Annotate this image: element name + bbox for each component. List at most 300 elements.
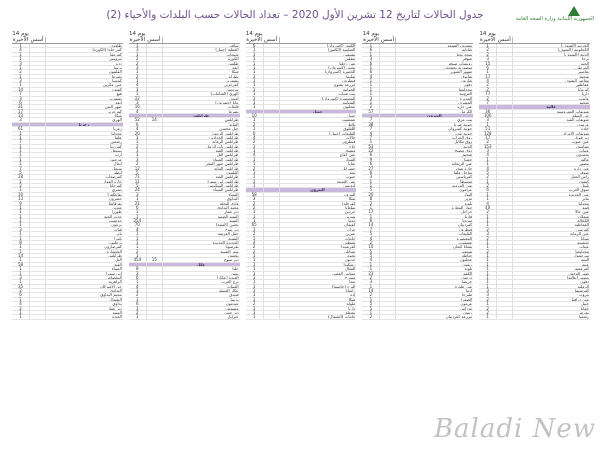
town-name: بشمزين <box>108 96 122 100</box>
cumulative-count <box>496 215 513 218</box>
town-name: تحوم <box>347 254 356 258</box>
town-name: جبيل <box>312 109 323 113</box>
cumulative-count <box>496 79 513 82</box>
ministry-name: الجمهورية اللبنانية وزارة الصحة العامة <box>515 16 594 22</box>
cumulative-count <box>146 197 163 200</box>
last14-count: 1 <box>486 257 489 263</box>
cumulative-count <box>263 228 280 231</box>
town-name: كفرياسين <box>456 175 473 179</box>
town-name: الحصرة (كسروان) <box>324 70 356 74</box>
cumulative-count <box>29 88 46 91</box>
cumulative-count <box>379 153 396 156</box>
cumulative-count <box>496 267 513 270</box>
last14-count: 1 <box>369 82 373 88</box>
last14-count: 2 <box>369 239 373 245</box>
cumulative-count <box>146 311 163 314</box>
town-name: قبيع <box>582 205 589 210</box>
town-name: حراجل <box>460 210 473 214</box>
town-name: الكورة <box>227 57 239 61</box>
last14-count: 4 <box>252 239 256 245</box>
cumulative-count <box>496 241 513 244</box>
last14-count: 5 <box>369 231 373 237</box>
last14-count: 2 <box>136 143 139 149</box>
cumulative-count <box>496 293 513 296</box>
town-name: دوما <box>348 219 356 223</box>
cumulative-count <box>29 254 46 257</box>
last14-count: 8 <box>136 266 139 272</box>
cumulative-count <box>263 175 280 178</box>
last14-count: 71 <box>134 174 140 180</box>
last14-count: 1 <box>19 309 22 315</box>
last14-count: 14 <box>368 222 374 228</box>
last14-count: 1 <box>486 301 489 307</box>
cumulative-count <box>379 307 396 310</box>
cumulative-count <box>496 101 513 104</box>
town-name: دفون <box>463 83 473 87</box>
last14-count: 153 <box>483 143 492 149</box>
town-name: طرابلس باب الرمل <box>206 144 239 148</box>
cumulative-count <box>263 254 280 257</box>
town-name: شملان <box>578 214 589 218</box>
town-name: أرده <box>114 153 122 157</box>
page-header <box>0 6 600 28</box>
last14-count: 3 <box>486 292 489 298</box>
header-cumulative: أسس <box>146 37 163 43</box>
last14-count: 1 <box>19 266 22 272</box>
last14-count: 128 <box>483 130 492 136</box>
last14-count: 3 <box>486 56 489 62</box>
last14-count: 8 <box>19 239 22 245</box>
town-name: بقرصونا <box>225 245 239 249</box>
town-name: الرملية <box>577 284 589 288</box>
town-name: دير عمار <box>107 306 122 310</box>
last14-count: 3 <box>19 78 22 83</box>
town-name: سوق الغرب <box>568 188 589 192</box>
last14-count: 3 <box>486 117 489 123</box>
town-name: بيصور (عاليه) <box>566 275 589 280</box>
town-name: طرابلس المنكوبين <box>207 184 239 188</box>
cumulative-count <box>263 127 280 130</box>
cumulative-count <box>379 267 396 270</box>
last14-count: 7 <box>369 226 373 232</box>
town-name: أنفة <box>115 100 122 105</box>
town-name: بزبينا <box>230 297 239 302</box>
cumulative-count <box>29 175 46 178</box>
town-name: بصرما <box>228 109 239 113</box>
cumulative-count <box>263 83 280 86</box>
cumulative-count <box>496 53 513 56</box>
last14-count: 13 <box>17 113 24 118</box>
cumulative-count <box>379 188 396 191</box>
cumulative-count <box>29 132 46 135</box>
last14-count: 4 <box>486 78 489 83</box>
town-name: ضهر الوحش <box>568 271 589 275</box>
cumulative-count <box>146 57 163 60</box>
last14-count: 1 <box>252 292 256 298</box>
cumulative-count <box>263 215 280 218</box>
town-name: ساحل علما <box>453 170 473 175</box>
cumulative-count <box>29 105 46 108</box>
last14-count: 2 <box>486 174 489 180</box>
cumulative-count <box>496 263 513 266</box>
last14-count: 4 <box>369 73 373 79</box>
cumulative-count <box>146 66 163 69</box>
town-name: عرامون <box>459 188 473 192</box>
cumulative-count <box>379 57 396 60</box>
last14-count: 2 <box>19 69 22 75</box>
last14-count: 1 <box>19 56 22 62</box>
town-name: عين زحلتا <box>339 61 356 65</box>
town-name: بشري <box>111 188 122 192</box>
last14-count: 1 <box>252 91 256 97</box>
town-name: عكار <box>196 262 206 267</box>
last14-count: 1 <box>252 183 256 188</box>
cumulative-count <box>29 75 46 78</box>
header-cumulative: أسس <box>496 37 513 43</box>
town-name: حصرون <box>108 197 122 201</box>
cumulative-count <box>263 311 280 314</box>
cumulative-count <box>29 123 46 126</box>
last14-count: 1 <box>486 239 489 245</box>
cumulative-count <box>29 145 46 148</box>
town-name: مشمش <box>225 306 239 310</box>
cumulative-count <box>379 263 396 266</box>
town-name: القلمون <box>108 70 122 74</box>
last14-count: 40 <box>485 204 491 210</box>
town-name: حدشيت <box>108 219 122 223</box>
town-name: عرمون <box>460 302 473 306</box>
town-name: برج العرب <box>221 280 239 284</box>
last14-count: 1 <box>19 43 22 48</box>
last14-count: 38 <box>368 121 374 127</box>
cumulative-count <box>263 70 280 73</box>
last14-count: 1 <box>136 296 139 302</box>
town-name: اللقلوق <box>343 127 356 131</box>
town-name: بمريم <box>579 310 589 315</box>
watermark: Baladi New <box>433 414 596 444</box>
town-name: بقعاتا كنعان <box>453 245 473 249</box>
last14-count: 1 <box>252 309 256 315</box>
town-name: رويسات صوفر <box>447 61 473 65</box>
last14-count: 1 <box>486 266 489 272</box>
last14-count: 20 <box>368 191 374 197</box>
last14-count: 22 <box>134 95 140 101</box>
last14-count: 1 <box>252 174 256 180</box>
cumulative-count <box>29 307 46 310</box>
last14-count: 21 <box>134 200 140 206</box>
cumulative-count <box>379 145 396 148</box>
last14-count: 2 <box>136 60 139 66</box>
town-name: طرابلس القبة <box>215 149 239 153</box>
last14-count: 3 <box>369 174 373 180</box>
cumulative-count <box>379 140 396 143</box>
town-name: عبدللي <box>343 249 356 253</box>
town-name: عمشيت <box>342 118 356 122</box>
town-name: بتاتر <box>582 197 589 201</box>
town-name: مخيم البداوي <box>100 293 122 297</box>
cumulative-count <box>496 223 513 226</box>
cumulative-count <box>263 110 280 113</box>
cumulative-count <box>379 114 396 117</box>
cumulative-count <box>263 241 280 244</box>
last14-count: 17 <box>485 73 491 79</box>
last14-count: 52 <box>134 117 140 123</box>
town-name: بليبل <box>581 184 589 188</box>
header-last14: 14 يوم الأخيرة <box>245 31 263 43</box>
town-name: عين حالا <box>575 210 589 214</box>
cumulative-count <box>29 228 46 231</box>
town-name: بشتفين <box>343 52 356 57</box>
cumulative-count <box>379 219 396 222</box>
cumulative-count <box>146 105 163 108</box>
cumulative-count <box>496 97 513 100</box>
cumulative-count <box>146 149 163 152</box>
last14-count: 1 <box>136 78 139 83</box>
town-name: بترومين <box>225 87 239 92</box>
cumulative-count <box>263 250 280 253</box>
last14-count: 1 <box>252 99 256 105</box>
town-name: سير الضنية <box>220 249 239 253</box>
town-name: بيت شباب <box>338 92 356 96</box>
town-name: عرجس <box>109 157 122 162</box>
last14-count: 1 <box>369 183 373 188</box>
town-name: ريفون <box>462 262 473 267</box>
town-name: ذوق مصبح <box>454 149 473 153</box>
town-name: كترمايا <box>577 87 589 92</box>
town-name: مزرعة كفرذبيان <box>445 315 473 319</box>
last14-count: 1 <box>369 296 373 302</box>
last14-count: 1 <box>19 209 22 215</box>
town-name: القليعات (جبيل) <box>329 131 356 135</box>
header-last14: 14 يوم الأخيرة <box>129 31 146 43</box>
last14-count: 3 <box>369 95 373 101</box>
cumulative-count <box>29 258 46 261</box>
cumulative-count <box>146 75 163 78</box>
cumulative-count <box>379 175 396 178</box>
cumulative-count <box>29 57 46 60</box>
town-name: البداوي <box>110 289 122 293</box>
town-name: دير ننبوح <box>224 258 239 262</box>
town-name: بلونة <box>464 201 473 205</box>
cumulative-count <box>29 92 46 95</box>
last14-count: 6 <box>369 152 373 158</box>
last14-count: 2 <box>369 274 373 280</box>
cumulative-count <box>496 175 513 178</box>
cumulative-count <box>379 184 396 187</box>
town-name: علما <box>114 135 122 140</box>
town-name: بقاعكفرا <box>107 192 122 197</box>
cumulative-count <box>379 127 396 130</box>
last14-count: 4 <box>252 134 256 140</box>
last14-count: 1 <box>369 64 373 70</box>
last14-count: 7 <box>19 139 22 145</box>
last14-count: 1 <box>486 161 489 167</box>
last14-count: 1 <box>486 121 489 127</box>
town-name: البداوي <box>226 197 239 201</box>
town-name: شانايه <box>462 48 473 52</box>
cumulative-count <box>379 197 396 200</box>
table-column <box>129 30 240 438</box>
town-name: كفرعميه <box>574 267 589 271</box>
last14-count: 1 <box>19 204 22 210</box>
last14-count: 23 <box>368 270 374 276</box>
town-name: رشميا <box>578 315 589 319</box>
last14-count: 7 <box>486 99 489 105</box>
last14-count: 1 <box>252 257 256 263</box>
town-name: جبيل <box>347 114 356 118</box>
town-name: زغرتا <box>78 122 90 127</box>
last14-count: 1 <box>19 213 22 219</box>
town-name: التل <box>115 258 122 262</box>
last14-count: 28 <box>17 174 24 180</box>
cumulative-count <box>146 92 163 95</box>
last14-count: 1 <box>136 139 139 145</box>
last14-count: 1 <box>19 257 22 263</box>
cumulative-count <box>146 263 163 266</box>
town-name: المنية الضنية <box>217 214 239 218</box>
last14-count: 2 <box>486 183 489 188</box>
last14-count: 1 <box>252 178 256 184</box>
town-name: الضنية <box>228 236 239 240</box>
town-name: بحمدون <box>576 153 589 157</box>
cumulative-count <box>146 83 163 86</box>
last14-count: 1 <box>369 266 373 272</box>
town-name: بطرام <box>228 74 239 78</box>
cumulative-count <box>379 293 396 296</box>
town-name: رشكيدا <box>343 262 356 267</box>
column-header <box>129 30 240 44</box>
last14-count: 2 <box>486 95 489 101</box>
cumulative-count <box>146 171 163 174</box>
last14-count: 4 <box>19 47 22 53</box>
town-name: الخنشارة <box>106 249 122 253</box>
town-name: الزاهرية <box>108 280 122 284</box>
cumulative-count <box>496 232 513 235</box>
last14-count: 6 <box>369 161 373 167</box>
town-name: غوسطا <box>460 179 473 183</box>
town-name: ضهر العين <box>104 105 122 109</box>
last14-count: 12 <box>134 165 140 171</box>
town-name: البترون <box>343 192 356 197</box>
last14-count: 1 <box>136 43 139 48</box>
last14-count: 2 <box>486 139 489 145</box>
last14-count: 1 <box>252 226 256 232</box>
town-name: حريصا <box>461 280 473 284</box>
town-name: دقون <box>580 280 589 284</box>
last14-count: 1 <box>252 78 256 83</box>
last14-count: 3 <box>19 95 22 101</box>
last14-count: 1 <box>486 283 489 289</box>
town-name: أميون <box>229 96 239 100</box>
town-name: حياطة <box>461 254 473 258</box>
cumulative-count: 15 <box>146 258 163 261</box>
last14-count: 3 <box>486 231 489 237</box>
last14-count: 70 <box>134 222 140 228</box>
town-name: سجد بجنا <box>456 52 473 57</box>
town-name: شننعير <box>461 249 473 253</box>
town-name: بعاصير <box>577 70 589 74</box>
cumulative-count <box>263 180 280 183</box>
cumulative-count <box>263 88 280 91</box>
cumulative-count <box>379 315 396 318</box>
cumulative-count <box>379 118 396 121</box>
cumulative-count <box>379 232 396 235</box>
town-name: سلعاتا <box>345 205 356 210</box>
last14-count: 2 <box>136 56 139 62</box>
last14-count: 1 <box>252 156 256 162</box>
last14-count: 1 <box>486 274 489 280</box>
town-name: بسبعل <box>110 149 122 153</box>
cumulative-count <box>496 145 513 148</box>
last14-count: 1 <box>252 143 256 149</box>
cumulative-count <box>146 184 163 187</box>
last14-count: 1 <box>136 69 139 75</box>
last14-count: 2 <box>136 309 139 315</box>
cumulative-count <box>263 53 280 56</box>
last14-count: 1 <box>136 91 139 97</box>
town-name: كيفون <box>578 179 589 183</box>
town-name: فنيدق <box>229 293 239 297</box>
last14-count: 65 <box>251 222 257 228</box>
last14-count: 1 <box>252 213 256 219</box>
last14-count: 1 <box>252 218 256 223</box>
town-name: البنيه <box>580 258 589 262</box>
town-name: الشمال <box>109 297 122 302</box>
cumulative-count <box>263 197 280 200</box>
page-title: جدول الحالات لتاريخ 12 تشرين الأول 2020 – تعداد الحالات حسب البلدات والأحياء (2) <box>106 9 484 21</box>
cumulative-count <box>496 92 513 95</box>
cumulative-count <box>29 210 46 213</box>
last14-count: 1 <box>486 222 489 228</box>
last14-count: 1 <box>136 213 139 219</box>
last14-count: 1 <box>252 148 256 153</box>
cumulative-count <box>146 206 163 209</box>
town-name: عبدين <box>111 205 122 210</box>
last14-count: 13 <box>17 196 24 202</box>
last14-count: 1 <box>252 47 256 53</box>
last14-count: 6 <box>136 204 139 210</box>
last14-count: 1 <box>136 152 139 158</box>
town-name: عبرين <box>345 232 356 236</box>
cumulative-count <box>146 280 163 283</box>
cumulative-count <box>496 171 513 174</box>
town-name: دير عمار <box>224 210 239 214</box>
last14-count: 3 <box>19 226 22 232</box>
cumulative-count <box>496 66 513 69</box>
town-name: فيطرون <box>458 227 473 232</box>
last14-count: 22 <box>368 148 374 153</box>
last14-count: 36 <box>485 108 491 114</box>
last14-count: 1 <box>252 279 256 285</box>
town-name: البترون <box>310 188 325 192</box>
last14-count: 1 <box>252 82 256 88</box>
cumulative-count <box>146 228 163 231</box>
town-name: المرملي <box>575 65 589 70</box>
cumulative-count <box>29 70 46 73</box>
last14-count: 5 <box>369 187 373 193</box>
town-name: جبرايل <box>227 315 239 319</box>
town-name: خلدة <box>581 127 589 131</box>
town-name: ضهور الشوير <box>450 70 473 74</box>
town-name: ببنين <box>230 271 239 275</box>
last14-count: 3 <box>136 156 139 162</box>
last14-count: 1 <box>136 196 139 202</box>
town-name: طرابلس التل <box>216 153 239 157</box>
last14-count: 1 <box>369 99 373 105</box>
last14-count: 2 <box>136 248 139 254</box>
cumulative-count <box>146 215 163 218</box>
town-name: القلمون <box>225 170 239 175</box>
